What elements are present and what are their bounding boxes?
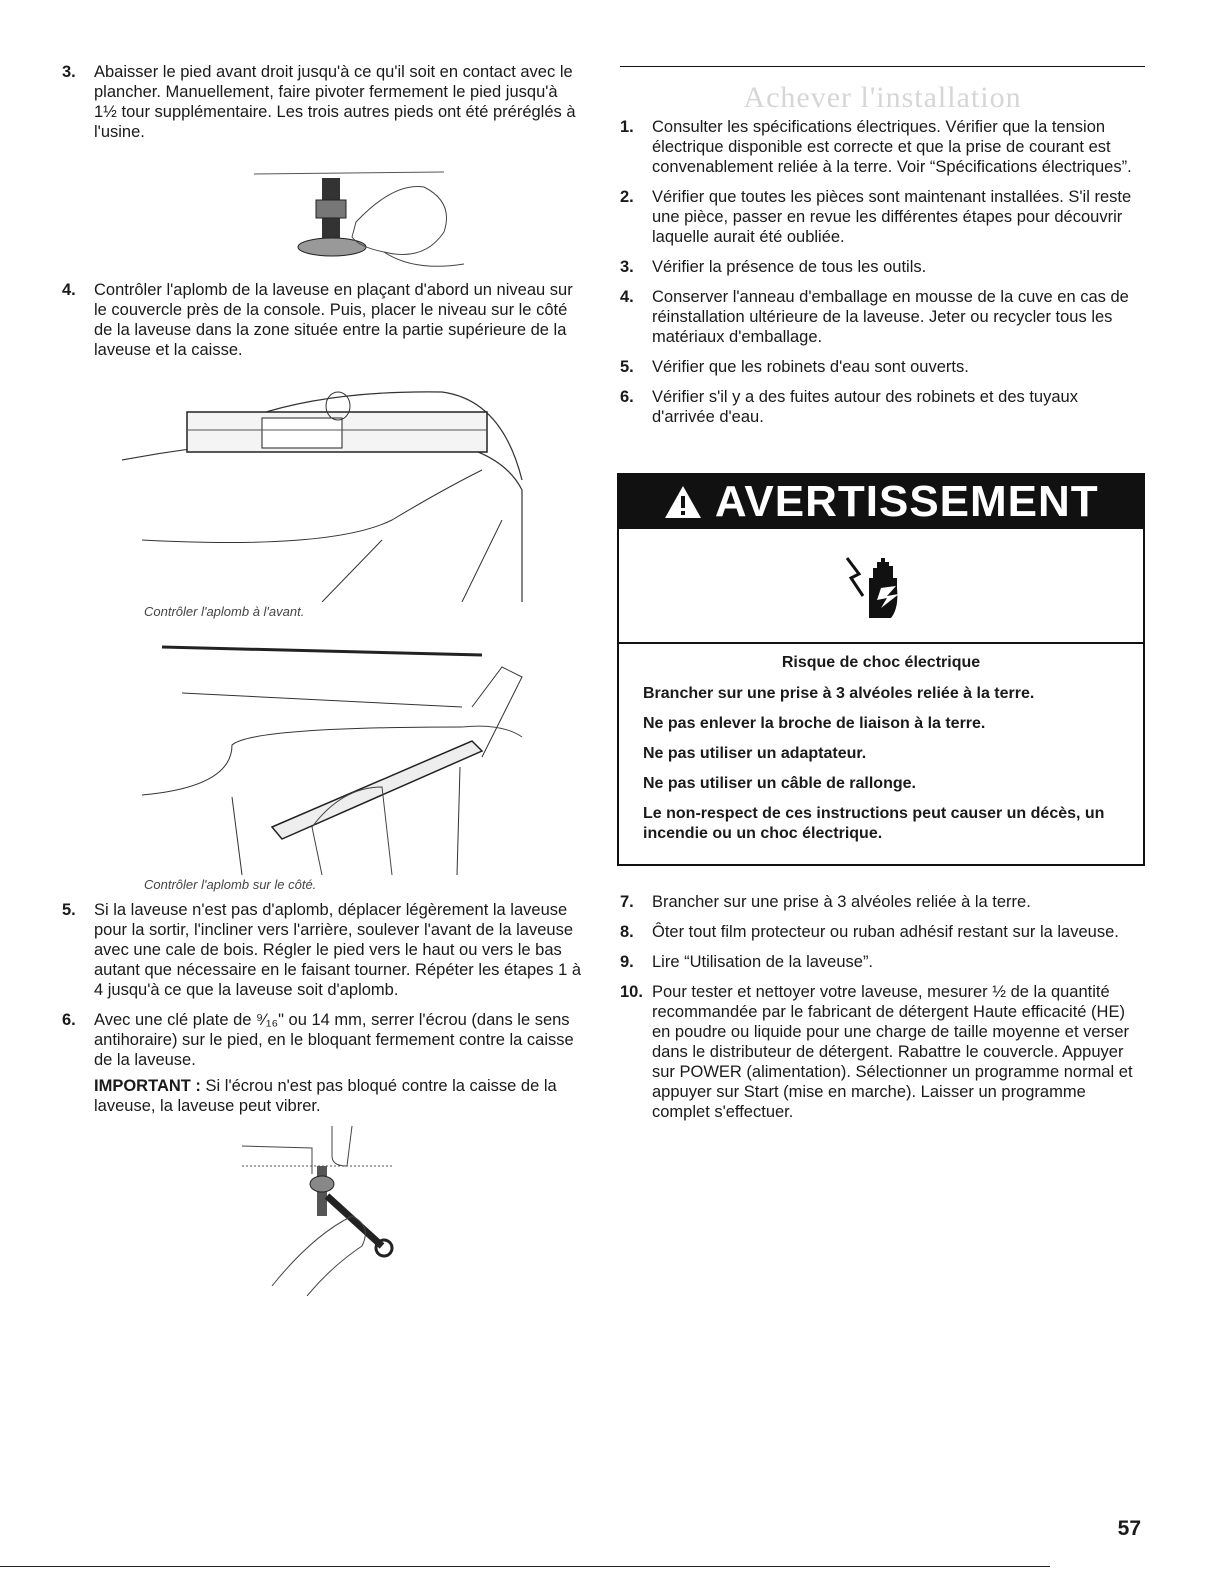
step-text: Ôter tout film protecteur ou ruban adhésif restant sur la laveuse. xyxy=(652,923,1119,941)
step-text: Contrôler l'aplomb de la laveuse en plaçant d'abord un niveau sur le couvercle près de la console. Puis, placer le niveau sur le côté de la laveuse dans la zone située entre la partie supérieure de la laveuse et la caisse. xyxy=(94,281,573,359)
warning-box xyxy=(617,473,1145,866)
warning-icon-row xyxy=(619,529,1143,644)
section-rule xyxy=(620,66,1145,67)
step-item xyxy=(620,257,1145,277)
step-5 xyxy=(62,900,582,1000)
step-text: Si la laveuse n'est pas d'aplomb, déplacer légèrement la laveuse pour la sortir, l'incliner vers l'arrière, soulever l'avant de la laveuse avec une cale de bois. Régler le pied vers le haut ou vers le bas autant que nécessaire en le faisant tourner. Répéter les étapes 1 à 4 jusqu'à ce que la laveuse soit d'aplomb. xyxy=(94,901,582,999)
warning-triangle-icon xyxy=(663,477,715,526)
step-text: Vérifier la présence de tous les outils. xyxy=(652,258,927,276)
step-item xyxy=(620,922,1145,942)
front-level-illustration xyxy=(82,370,582,602)
step-number: 6. xyxy=(62,1011,76,1029)
step-number: 8. xyxy=(620,923,634,941)
step-number: 7. xyxy=(620,893,634,911)
warning-risk: Risque de choc électrique xyxy=(781,654,981,671)
step-text: Brancher sur une prise à 3 alvéoles reliée à la terre. xyxy=(652,893,1031,911)
electric-shock-hand-icon xyxy=(841,538,921,633)
step-number: 10. xyxy=(620,983,643,1001)
warning-line: Le non-respect de ces instructions peut causer un décès, un incendie ou un choc électrique. xyxy=(643,805,1105,842)
step-number: 6. xyxy=(620,388,634,406)
step-item xyxy=(620,387,1145,427)
step-text: Consulter les spécifications électriques. Vérifier que la tension électrique disponible est correcte et que la prise de courant est convenablement reliée à la terre. Voir “Spécifications électriques”. xyxy=(652,118,1132,176)
bottom-rule xyxy=(0,1566,1050,1567)
step-text: Pour tester et nettoyer votre laveuse, mesurer ½ de la quantité recommandée par le fabricant de détergent Haute efficacité (HE) en poudre ou liquide pour une charge de taille moyenne et verser dans le distributeur de détergent. Rabattre le couvercle. Appuyer sur POWER (alimentation). Sélectionner un programme normal et appuyer sur Start (mise en marche). Laisser un programme complet s'effectuer. xyxy=(652,983,1133,1121)
figure-caption: Contrôler l'aplomb à l'avant. xyxy=(144,604,305,619)
warning-lines xyxy=(643,684,1119,844)
step-number: 2. xyxy=(620,188,634,206)
step-number: 4. xyxy=(620,288,634,306)
step-number: 5. xyxy=(620,358,634,376)
important-text: Si l'écrou n'est pas bloqué contre la caisse de la laveuse, la laveuse peut vibrer. xyxy=(94,1077,557,1115)
step-number: 5. xyxy=(62,901,76,919)
leveling-foot-illustration xyxy=(94,152,582,280)
warning-line: Ne pas utiliser un câble de rallonge. xyxy=(643,775,916,792)
warning-body xyxy=(619,644,1143,864)
steps-list-b xyxy=(620,892,1145,1122)
step-text: Vérifier que toutes les pièces sont maintenant installées. S'il reste une pièce, passer en revue les différentes étapes pour découvrir laquelle aurait été oubliée. xyxy=(652,188,1132,246)
step-item xyxy=(620,892,1145,912)
step-item xyxy=(620,982,1145,1122)
warning-line: Brancher sur une prise à 3 alvéoles reliée à la terre. xyxy=(643,685,1035,702)
step-item xyxy=(620,357,1145,377)
side-level-illustration xyxy=(82,627,582,875)
step-item xyxy=(620,187,1145,247)
page-number: 57 xyxy=(1117,1517,1141,1540)
step-3 xyxy=(62,62,582,142)
important-note xyxy=(94,1076,582,1116)
left-column xyxy=(62,62,582,1296)
step-number: 1. xyxy=(620,118,634,136)
step-text: Abaisser le pied avant droit jusqu'à ce qu'il soit en contact avec le plancher. Manuellement, faire pivoter fermement le pied jusqu'à 1½ tour supplémentaire. Les trois autres pieds ont été préréglés à l'usine. xyxy=(94,63,576,141)
step-text: Avec une clé plate de ⁹⁄₁₆" ou 14 mm, serrer l'écrou (dans le sens antihoraire) sur le pied, en le bloquant fermement contre la caisse de la laveuse. xyxy=(94,1011,574,1069)
step-item xyxy=(620,287,1145,347)
warning-line: Ne pas enlever la broche de liaison à la terre. xyxy=(643,715,986,732)
step-number: 3. xyxy=(62,63,76,81)
figure-caption: Contrôler l'aplomb sur le côté. xyxy=(144,877,317,892)
wrench-illustration xyxy=(212,1126,582,1296)
steps-list-a xyxy=(620,117,1145,427)
step-6 xyxy=(62,1010,582,1070)
right-column xyxy=(620,66,1145,1132)
warning-title: AVERTISSEMENT xyxy=(714,477,1099,526)
step-text: Conserver l'anneau d'emballage en mousse de la cuve en cas de réinstallation ultérieure de la laveuse. Jeter ou recycler tous les matériaux d'emballage. xyxy=(652,288,1129,346)
step-number: 3. xyxy=(620,258,634,276)
step-item xyxy=(620,952,1145,972)
step-text: Lire “Utilisation de la laveuse”. xyxy=(652,953,874,971)
step-text: Vérifier que les robinets d'eau sont ouverts. xyxy=(652,358,969,376)
warning-header xyxy=(619,475,1143,529)
step-number: 4. xyxy=(62,281,76,299)
step-item xyxy=(620,117,1145,177)
step-number: 9. xyxy=(620,953,634,971)
warning-line: Ne pas utiliser un adaptateur. xyxy=(643,745,867,762)
section-title: Achever l'installation xyxy=(743,81,1022,114)
important-label: IMPORTANT : xyxy=(94,1077,201,1095)
step-4 xyxy=(62,280,582,360)
step-text: Vérifier s'il y a des fuites autour des robinets et des tuyaux d'arrivée d'eau. xyxy=(652,388,1078,426)
